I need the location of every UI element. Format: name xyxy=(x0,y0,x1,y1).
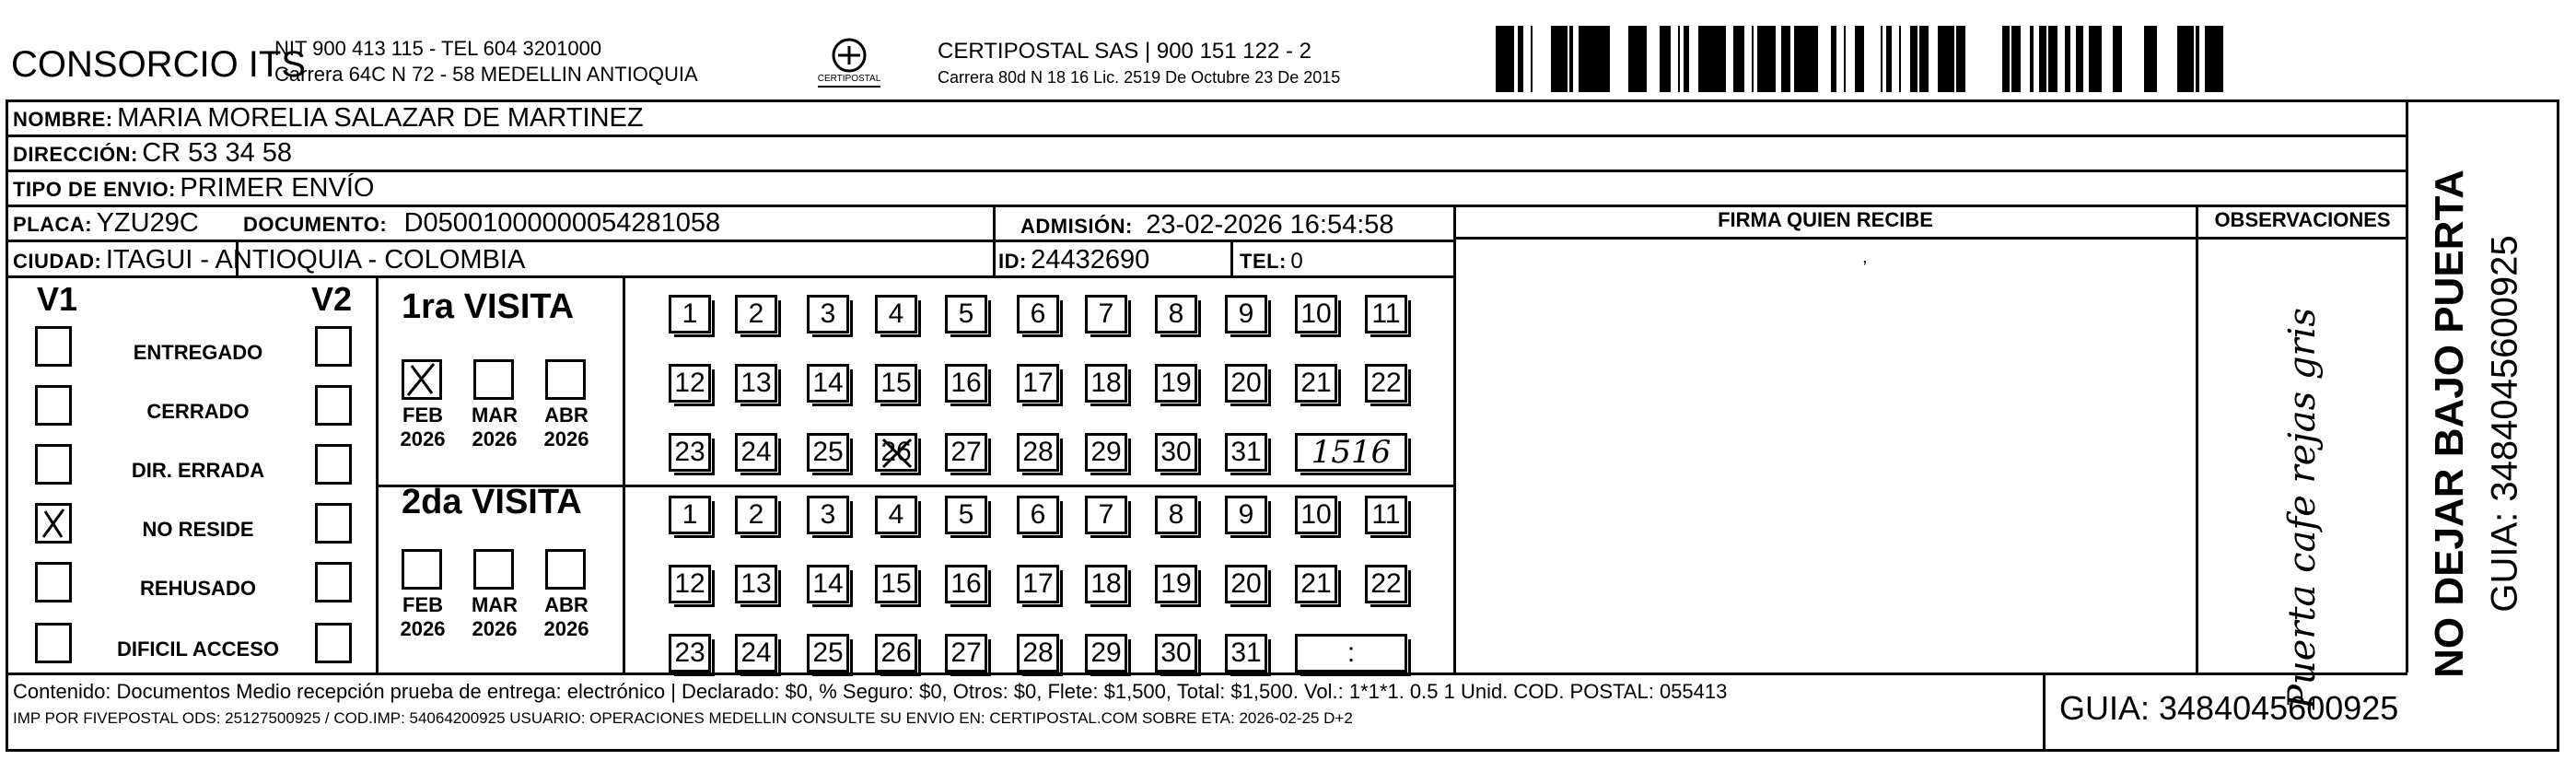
observaciones-header: OBSERVACIONES xyxy=(2214,208,2391,231)
nombre-value: MARIA MORELIA SALAZAR DE MARTINEZ xyxy=(117,103,644,133)
visit1-day-box[interactable]: 14 xyxy=(807,364,849,403)
visit2-day-box[interactable]: 7 xyxy=(1085,496,1127,534)
v1-checkbox[interactable] xyxy=(35,444,72,485)
cross-mark-icon xyxy=(878,436,916,478)
visit1-day-box[interactable]: 18 xyxy=(1085,364,1127,403)
visit2-month-label: FEB 2026 xyxy=(400,593,446,640)
visit1-month-checkbox[interactable] xyxy=(402,359,442,400)
status-option-label: DIFICIL ACCESO xyxy=(116,637,279,661)
visit1-day-box[interactable]: 24 xyxy=(735,433,777,472)
v1-checkbox[interactable] xyxy=(35,385,72,426)
v2-checkbox[interactable] xyxy=(315,503,352,544)
visit1-day-box[interactable]: 11 xyxy=(1365,295,1407,333)
visit2-day-box[interactable]: 4 xyxy=(875,496,917,534)
handwritten-observation: Puerta cafe rejas gris xyxy=(2281,308,2324,709)
visit2-day-box[interactable]: 15 xyxy=(875,565,917,603)
v1-checkbox[interactable] xyxy=(35,623,72,663)
carrier-line-2: Carrera 80d N 18 16 Lic. 2519 De Octubre 23 De 2015 xyxy=(938,68,1341,87)
ciudad-row xyxy=(13,245,525,275)
visit2-day-box[interactable]: 22 xyxy=(1365,565,1407,603)
visit1-day-box[interactable]: 15 xyxy=(875,364,917,403)
visit2-day-box[interactable]: 24 xyxy=(735,634,777,673)
visit2-day-box[interactable]: 5 xyxy=(945,496,987,534)
direccion-row xyxy=(13,138,292,169)
company-name: CONSORCIO ITS xyxy=(11,44,307,85)
placa-key: PLACA: xyxy=(13,213,93,236)
certipostal-logo xyxy=(810,37,888,92)
visit1-day-box[interactable]: 2 xyxy=(735,295,777,333)
placa-row xyxy=(13,208,199,239)
visit2-day-box[interactable]: 12 xyxy=(669,565,711,603)
v1-checkbox[interactable] xyxy=(35,503,72,544)
visit1-day-box[interactable]: 7 xyxy=(1085,295,1127,333)
visit1-day-box[interactable]: 3 xyxy=(807,295,849,333)
visit2-day-box[interactable]: 13 xyxy=(735,565,777,603)
visit2-day-box[interactable]: 27 xyxy=(945,634,987,673)
visit2-day-box[interactable]: 26 xyxy=(875,634,917,673)
footer-guia: GUIA: 3484045600925 xyxy=(2059,689,2399,727)
status-option-label: ENTREGADO xyxy=(133,341,263,364)
ciudad-value: ITAGUI - ANTIOQUIA - COLOMBIA xyxy=(105,245,526,275)
visit1-day-box[interactable]: 13 xyxy=(735,364,777,403)
documento-value: D05001000000054281058 xyxy=(403,208,721,238)
visit1-month-label: FEB 2026 xyxy=(400,404,446,450)
visit1-day-box[interactable]: 16 xyxy=(945,364,987,403)
visit2-day-box[interactable]: 8 xyxy=(1155,496,1197,534)
documento-key: DOCUMENTO: xyxy=(243,213,388,236)
visit1-title: 1ra VISITA xyxy=(402,287,575,326)
visit1-day-box[interactable]: 21 xyxy=(1295,364,1337,403)
visit1-day-box[interactable]: 23 xyxy=(669,433,711,472)
visit2-day-box[interactable]: 29 xyxy=(1085,634,1127,673)
v2-checkbox[interactable] xyxy=(315,444,352,485)
visit2-day-box[interactable]: 10 xyxy=(1295,496,1337,534)
footer-line-1: Contenido: Documentos Medio recepción prueba de entrega: electrónico | Declarado: $0, % Seguro: $0, Otros: $0, Flete: $1,500, Total: $1,500. Vol.: 1*1*1. 0.5 1 Unid. COD. POSTAL: 055413 xyxy=(13,680,1728,703)
v2-checkbox[interactable] xyxy=(315,326,352,367)
visit1-day-box[interactable]: 25 xyxy=(807,433,849,472)
visit1-day-box[interactable]: 29 xyxy=(1085,433,1127,472)
visit2-day-box[interactable]: 6 xyxy=(1017,496,1059,534)
visit1-day-box[interactable]: 31 xyxy=(1225,433,1267,472)
status-option-label: NO RESIDE xyxy=(142,518,254,541)
tel-key: TEL: xyxy=(1240,250,1287,273)
carrier-line-1: CERTIPOSTAL SAS | 900 151 122 - 2 xyxy=(938,39,1311,64)
status-option-label: DIR. ERRADA xyxy=(131,459,265,482)
visit1-month-label: MAR 2026 xyxy=(471,404,519,450)
visit1-day-box[interactable]: 6 xyxy=(1017,295,1059,333)
visit1-day-box[interactable]: 30 xyxy=(1155,433,1197,472)
visit2-day-box[interactable]: 28 xyxy=(1017,634,1059,673)
visit2-time-box[interactable]: : xyxy=(1295,634,1407,673)
visit1-day-box[interactable]: 22 xyxy=(1365,364,1407,403)
visit1-day-box[interactable]: 10 xyxy=(1295,295,1337,333)
nombre-row xyxy=(13,103,644,134)
nombre-key: NOMBRE: xyxy=(13,108,113,131)
visit1-day-box[interactable]: 9 xyxy=(1225,295,1267,333)
direccion-key: DIRECCIÓN: xyxy=(13,143,138,166)
status-option-label: CERRADO xyxy=(146,400,250,423)
visit1-day-box[interactable]: 8 xyxy=(1155,295,1197,333)
visit2-month-label: ABR 2026 xyxy=(543,593,589,640)
visit2-month-checkbox[interactable] xyxy=(545,549,586,590)
id-value: 24432690 xyxy=(1031,245,1150,275)
documento-row xyxy=(243,208,720,239)
v1-checkbox[interactable] xyxy=(35,562,72,602)
visit2-day-box[interactable]: 30 xyxy=(1155,634,1197,673)
visit2-day-box[interactable]: 1 xyxy=(669,496,711,534)
v2-checkbox[interactable] xyxy=(315,562,352,602)
firma-header: FIRMA QUIEN RECIBE xyxy=(1718,208,1933,231)
tipo-value: PRIMER ENVÍO xyxy=(180,173,375,203)
barcode xyxy=(1494,26,2231,92)
id-key: ID: xyxy=(998,250,1027,273)
tipo-row xyxy=(13,173,374,204)
tipo-key: TIPO DE ENVIO: xyxy=(13,178,176,201)
ciudad-key: CIUDAD: xyxy=(13,250,102,273)
id-row xyxy=(998,245,1149,275)
visit2-day-box[interactable]: 31 xyxy=(1225,634,1267,673)
admision-value: 23-02-2026 16:54:58 xyxy=(1146,210,1394,240)
side-guia: GUIA: 3484045600925 xyxy=(2484,235,2525,613)
visit2-day-box[interactable]: 18 xyxy=(1085,565,1127,603)
visit2-month-checkbox[interactable] xyxy=(402,549,442,590)
side-warning: NO DEJAR BAJO PUERTA xyxy=(2427,170,2472,678)
visit2-day-box[interactable]: 9 xyxy=(1225,496,1267,534)
visit1-day-box[interactable]: 19 xyxy=(1155,364,1197,403)
v1-checkbox[interactable] xyxy=(35,326,72,367)
visit1-day-box[interactable]: 17 xyxy=(1017,364,1059,403)
visit1-day-box[interactable]: 27 xyxy=(945,433,987,472)
visit2-day-box[interactable]: 23 xyxy=(669,634,711,673)
visit1-time-box[interactable]: 1516 xyxy=(1295,433,1407,472)
admision-key: ADMISIÓN: xyxy=(1020,215,1133,238)
visit1-day-box[interactable]: 20 xyxy=(1225,364,1267,403)
company-line-2: Carrera 64C N 72 - 58 MEDELLIN ANTIOQUIA xyxy=(274,63,698,86)
visit1-month-checkbox[interactable] xyxy=(473,359,514,400)
company-line-1: NIT 900 413 115 - TEL 604 3201000 xyxy=(274,37,602,60)
visit2-day-box[interactable]: 21 xyxy=(1295,565,1337,603)
visit2-day-box[interactable]: 2 xyxy=(735,496,777,534)
visit1-day-box[interactable]: 26 xyxy=(875,433,917,472)
visit2-title: 2da VISITA xyxy=(402,483,582,521)
visit2-month-label: MAR 2026 xyxy=(471,593,519,640)
admision-row xyxy=(1020,210,1394,240)
visit2-day-box[interactable]: 25 xyxy=(807,634,849,673)
visit1-day-box[interactable]: 1 xyxy=(669,295,711,333)
tel-row xyxy=(1240,249,1303,275)
visit1-month-label: ABR 2026 xyxy=(543,404,589,450)
visit2-day-box[interactable]: 19 xyxy=(1155,565,1197,603)
visit1-day-box[interactable]: 12 xyxy=(669,364,711,403)
direccion-value: CR 53 34 58 xyxy=(142,138,293,168)
visit2-day-box[interactable]: 16 xyxy=(945,565,987,603)
status-option-label: REHUSADO xyxy=(140,577,256,600)
footer-line-2: IMP POR FIVEPOSTAL ODS: 25127500925 / COD.IMP: 54064200925 USUARIO: OPERACIONES MEDELLIN CONSULTE SU ENVIO EN: CERTIPOSTAL.COM SOBRE ETA: 2026-02-25 D+2 xyxy=(13,709,1353,727)
visit1-day-box[interactable]: 28 xyxy=(1017,433,1059,472)
v2-checkbox[interactable] xyxy=(315,385,352,426)
visit2-month-checkbox[interactable] xyxy=(473,549,514,590)
visit1-day-box[interactable]: 5 xyxy=(945,295,987,333)
visit2-day-box[interactable]: 20 xyxy=(1225,565,1267,603)
tel-value: 0 xyxy=(1290,249,1303,274)
v2-checkbox[interactable] xyxy=(315,623,352,663)
visit1-month-checkbox[interactable] xyxy=(545,359,586,400)
visit2-day-box[interactable]: 17 xyxy=(1017,565,1059,603)
v2-header: V2 xyxy=(311,280,353,318)
placa-value: YZU29C xyxy=(96,208,199,238)
visit2-day-box[interactable]: 3 xyxy=(807,496,849,534)
v1-header: V1 xyxy=(37,280,78,318)
visit2-day-box[interactable]: 14 xyxy=(807,565,849,603)
visit2-day-box[interactable]: 11 xyxy=(1365,496,1407,534)
signature-area[interactable]: , xyxy=(1862,247,1868,267)
svg-text:CERTIPOSTAL: CERTIPOSTAL xyxy=(817,74,881,84)
visit1-day-box[interactable]: 4 xyxy=(875,295,917,333)
